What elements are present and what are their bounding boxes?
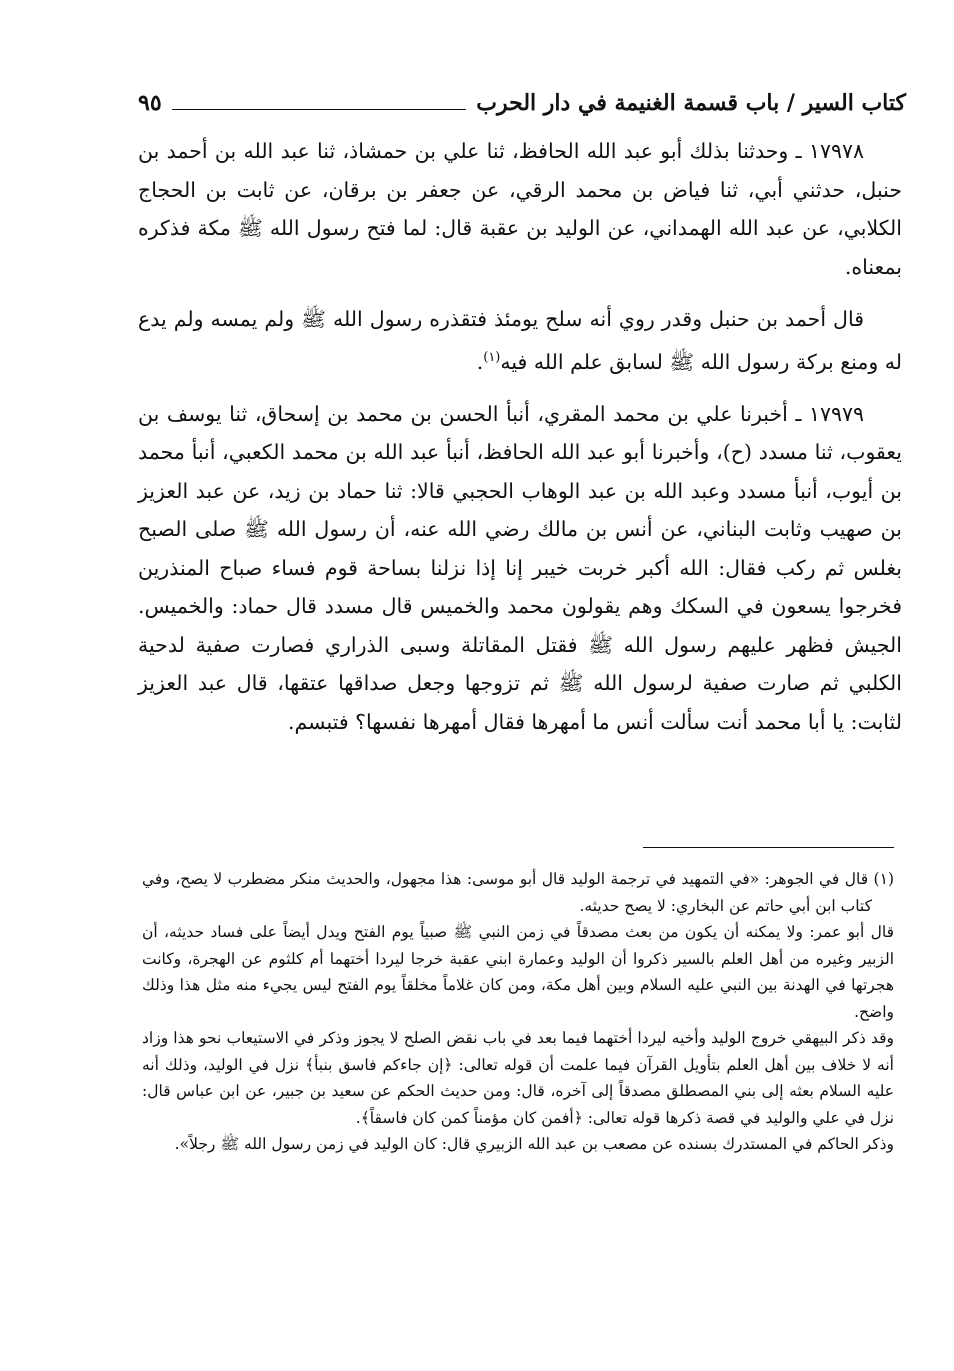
main-text	[138, 132, 902, 741]
hadith-17978: ١٧٩٧٨ ـ وحدثنا بذلك أبو عبد الله الحافظ، ثنا علي بن حمشاذ، ثنا عبد الله بن أحمد بن حنبل، حدثني أبي، ثنا فياض بن محمد الرقي، عن جعفر بن برقان، عن ثابت بن الحجاج الكلابي، عن عبد الله الهمداني، عن الوليد بن عقبة قال: لما فتح رسول الله ﷺ مكة فذكره بمعناه.	[138, 139, 902, 279]
header-rule	[172, 109, 467, 110]
commentary-end: .	[476, 349, 484, 374]
footnote-number: (١)	[873, 870, 894, 888]
footnote-1-part-2: قال أبو عمر: ولا يمكنه أن يكون من بعث مصدقاً في زمن النبي ﷺ صبياً يوم الفتح ويدل أيضاً على فساد حديثه، أن الزبير وغيره من أهل العلم بالسير ذكروا أن الوليد وعمارة ابني عقبة خرجا ليردا أختهما أم كلثوم عن الهجرة، وكانت هجرتها في الهدنة بين النبي عليه السلام وبين أهل مكة، ومن كان غلاماً مخلقاً يوم الفتح ليس يجيء منه مثل هذا وذلك واضح.	[142, 923, 894, 1021]
footnote-1	[142, 866, 894, 919]
footnote-1-part-3: وقد ذكر البيهقي خروج الوليد وأخيه ليردا أختهما فيما بعد في باب نقض الصلح لا يجوز وذكر في الاستيعاب نحو هذا وزاد أنه لا خلاف بين أهل العلم بتأويل القرآن فيما علمت أن قوله تعالى: ﴿إن جاءكم فاسق بنبأ﴾ نزل في الوليد، وذلك أنه عليه السلام بعثه إلى بني المصطلق مصدقاً إلى آخره، قال: ومن حديث الحكم عن سعيد بن جبير، عن ابن عباس قال: نزل في علي والوليد في قصة ذكرها قوله تعالى: ﴿أفمن كان مؤمناً كمن كان فاسقاً﴾.	[142, 1029, 894, 1127]
commentary-text: قال أحمد بن حنبل وقدر روي أنه سلح يومئذ فتقذره رسول الله ﷺ ولم يمسه ولم يدع له ومنع بركة رسول الله ﷺ لسابق علم الله فيه	[138, 307, 902, 374]
page-number: ٩٥	[138, 90, 162, 116]
running-header	[138, 84, 906, 118]
footnotes	[142, 866, 894, 1158]
header-title: كتاب السير / باب قسمة الغنيمة في دار الحرب	[476, 90, 906, 116]
footnote-1-text: قال في الجوهر: «في التمهيد في ترجمة الوليد قال أبو موسى: هذا مجهول، والحديث منكر مضطرب لا يصح، وفي كتاب ابن أبي حاتم عن البخاري: لا يصح حديثه.	[142, 870, 872, 915]
footnote-1-part-4: وذكر الحاكم في المستدرك بسنده عن مصعب بن عبد الله الزبيري قال: كان الوليد في زمن رسول الله ﷺ رجلاً».	[174, 1135, 894, 1153]
footnote-ref: (١)	[483, 349, 501, 365]
hadith-17979: ١٧٩٧٩ ـ أخبرنا علي بن محمد المقري، أنبأ الحسن بن محمد بن إسحاق، ثنا يوسف بن يعقوب، ثنا مسدد (ح)، وأخبرنا أبو عبد الله الحافظ، أنبأ عبد الله بن محمد الكعبي، أنبأ محمد بن أيوب، أنبأ مسدد وعبد الله بن عبد الوهاب الحجبي قالا: ثنا حماد بن زيد، عن عبد العزيز بن صهيب وثابت البناني، عن أنس بن مالك رضي الله عنه، أن رسول الله ﷺ صلى الصبح بغلس ثم ركب فقال: الله أكبر خربت خيبر إنا إذا نزلنا بساحة قوم فساء صباح المنذرين فخرجوا يسعون في السكك وهم يقولون محمد والخميس قال مسدد قال حماد: والخميس. الجيش فظهر عليهم رسول الله ﷺ فقتل المقاتلة وسبى الذراري فصارت صفية لدحية الكلبي ثم صارت صفية لرسول الله ﷺ ثم تزوجها وجعل صداقها عتقها، قال عبد العزيز لثابت: يا أبا محمد أنت سألت أنس ما أمهرها فقال أمهرها نفسها؟ فتبسم.	[138, 401, 902, 734]
footnote-separator	[643, 847, 894, 848]
commentary-ahmad	[138, 300, 902, 381]
